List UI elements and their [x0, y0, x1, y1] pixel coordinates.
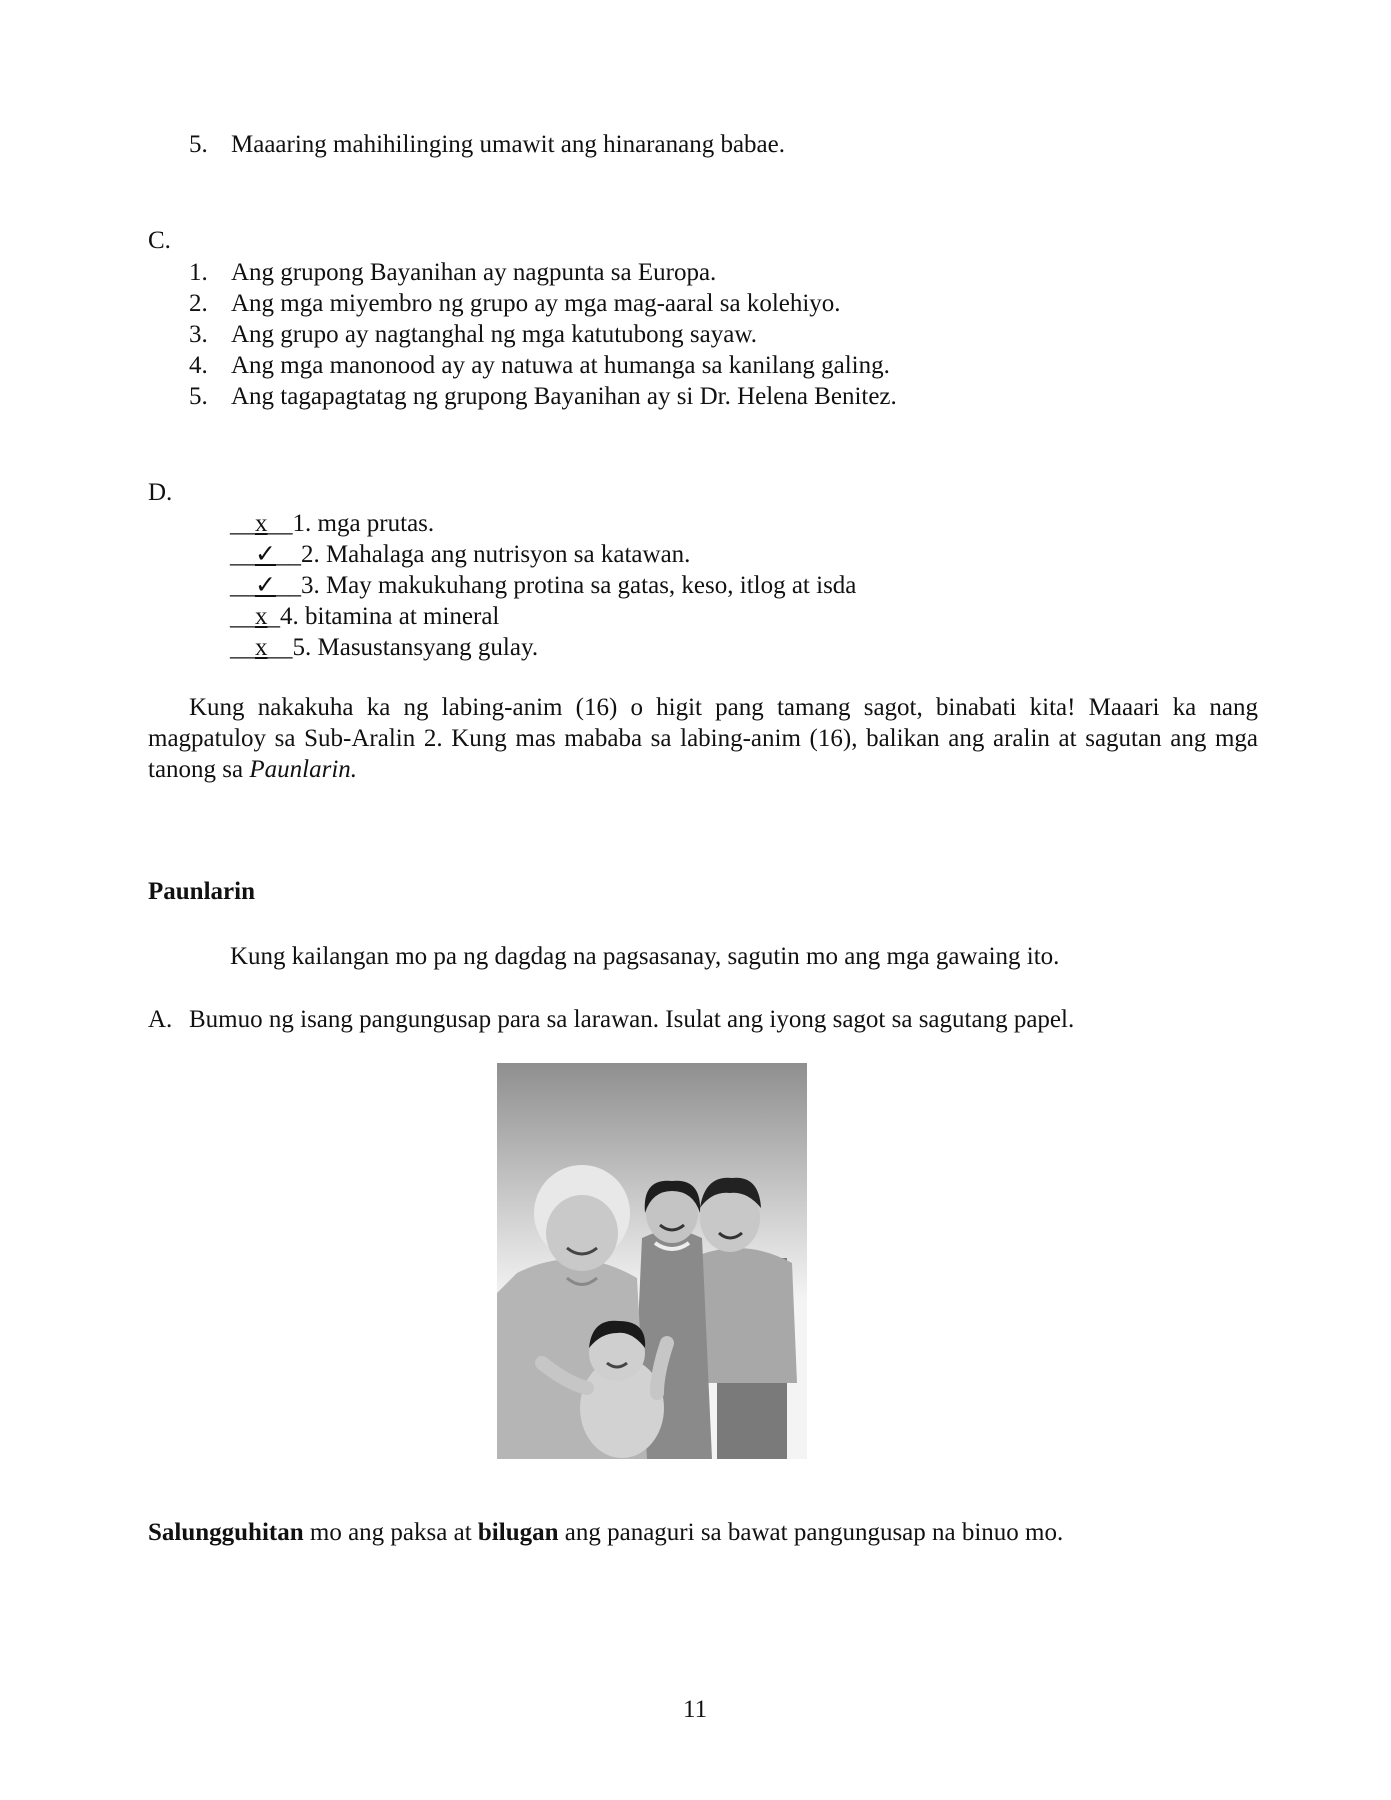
item-number: 5.	[189, 383, 208, 410]
paunlarin-intro: Kung kailangan mo pa ng dagdag na pagsasanay, sagutin mo ang mga gawaing ito.	[230, 943, 1060, 970]
section-d-label: D.	[148, 479, 173, 506]
section-d-item-3	[230, 570, 856, 601]
item-text: 2. Mahalaga ang nutrisyon sa katawan.	[300, 541, 691, 568]
instruction-line	[148, 1517, 1063, 1548]
answer-mark: x	[255, 634, 268, 661]
score-note-text: Kung nakakuha ka ng labing-anim (16) o higit pang tamang sagot, binabati kita! Maaari ka nang magpatuloy sa Sub-Aralin 2. Kung mas mababa sa labing-anim (16), balikan ang aralin at sagutan ang mga tanong sa	[148, 694, 1258, 783]
item-text: Ang mga manonood ay ay natuwa at humanga sa kanilang galing.	[231, 352, 890, 379]
section-c-item-5	[189, 381, 897, 412]
answer-blank: __x__	[230, 510, 293, 537]
item-text: Maaaring mahihilinging umawit ang hinaranang babae.	[231, 131, 785, 158]
item-text: Ang mga miyembro ng grupo ay mga mag-aaral sa kolehiyo.	[231, 290, 841, 317]
section-c-item-1	[189, 257, 716, 288]
heading-text: Paunlarin	[148, 878, 255, 905]
page-number: 11	[683, 1696, 708, 1723]
check-icon: ✓	[255, 572, 276, 599]
instruction-text-2: ang panaguri sa bawat pangungusap na binuo mo.	[558, 1519, 1064, 1546]
score-note-paragraph	[148, 692, 1258, 785]
item-number: 5.	[189, 131, 208, 158]
answer-blank: __✓__	[230, 572, 301, 599]
item-text: 5. Masustansyang gulay.	[292, 634, 539, 661]
instruction-bold-1: Salungguhitan	[148, 1519, 304, 1546]
item-text: Ang grupo ay nagtanghal ng mga katutubong sayaw.	[231, 321, 758, 348]
task-label: A.	[148, 1006, 173, 1033]
section-b-item-5	[189, 129, 785, 160]
answer-blank: __x__	[230, 634, 293, 661]
item-number: 4.	[189, 352, 208, 379]
instruction-bold-2: bilugan	[477, 1519, 559, 1546]
instruction-text-1: mo ang paksa at	[303, 1519, 478, 1546]
answer-mark: x	[255, 510, 268, 537]
item-number: 1.	[189, 259, 208, 286]
section-d-item-1	[230, 508, 434, 539]
section-c-item-2	[189, 288, 841, 319]
score-note-italic: Paunlarin.	[249, 756, 358, 783]
answer-mark: x	[255, 603, 268, 630]
item-number: 3.	[189, 321, 208, 348]
section-d-item-2	[230, 539, 690, 570]
section-d-item-4	[230, 601, 499, 632]
answer-blank: __x_	[230, 603, 280, 630]
item-number: 2.	[189, 290, 208, 317]
family-illustration	[497, 1063, 807, 1459]
answer-blank: __✓__	[230, 541, 301, 568]
section-d-item-5	[230, 632, 538, 663]
paunlarin-heading	[148, 876, 255, 907]
item-text: Ang grupong Bayanihan ay nagpunta sa Europa.	[231, 259, 717, 286]
task-a	[148, 1004, 1074, 1035]
item-text: 4. bitamina at mineral	[280, 603, 500, 630]
section-c-item-4	[189, 350, 890, 381]
task-text: Bumuo ng isang pangungusap para sa larawan. Isulat ang iyong sagot sa sagutang papel.	[189, 1006, 1075, 1033]
item-text: 3. May makukuhang protina sa gatas, keso, itlog at isda	[300, 572, 857, 599]
check-icon: ✓	[255, 541, 276, 568]
section-c-label: C.	[148, 227, 171, 254]
section-c-item-3	[189, 319, 757, 350]
item-text: 1. mga prutas.	[292, 510, 435, 537]
item-text: Ang tagapagtatag ng grupong Bayanihan ay si Dr. Helena Benitez.	[231, 383, 897, 410]
